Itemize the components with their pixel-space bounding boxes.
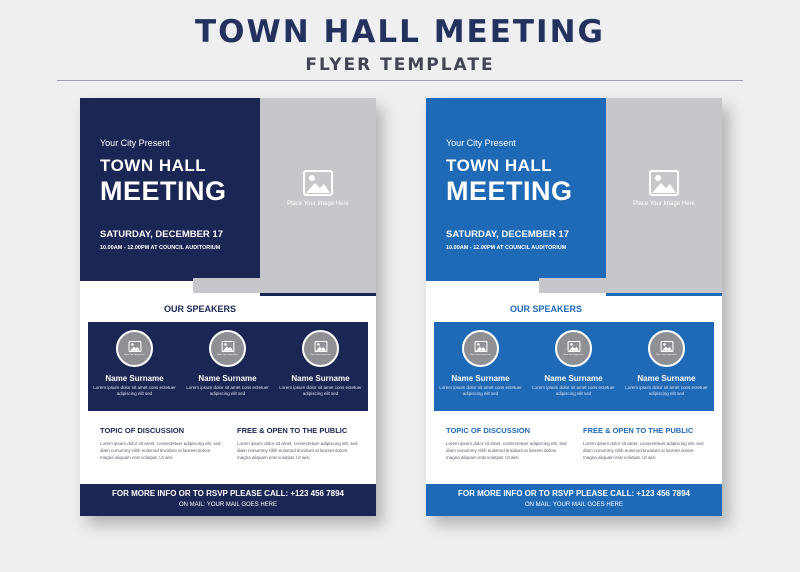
- mail-line: ON MAIL: YOUR MAIL GOES HERE: [524, 502, 624, 508]
- speaker-card: [620, 322, 713, 411]
- speaker-desc: Lorem ipsum dolor sit amet cons ectetuer adipiscing elit sed: [279, 385, 362, 396]
- topic-title: TOPIC OF DISCUSSION: [100, 426, 185, 435]
- free-section: [583, 426, 705, 461]
- image-icon: [128, 341, 142, 352]
- title-divider: [57, 80, 743, 81]
- flyer-footer: [426, 484, 722, 516]
- flyer-title-line1: TOWN HALL: [100, 156, 207, 175]
- image-placeholder-text: Place Your Image Here: [633, 200, 695, 207]
- speaker-name: Name Surname: [105, 374, 164, 383]
- speaker-desc: Lorem ipsum dolor sit amet cons ectetuer adipiscing elit sed: [186, 385, 269, 396]
- speakers-title: OUR SPEAKERS: [509, 304, 582, 314]
- image-icon: [303, 170, 333, 196]
- speaker-avatar: [462, 330, 499, 367]
- speaker-desc: Lorem ipsum dolor sit amet cons ectetuer adipiscing elit sed: [625, 385, 708, 396]
- image-icon: [649, 170, 679, 196]
- free-section: [237, 426, 359, 461]
- city-present: Your City Present: [100, 138, 170, 148]
- page-subtitle: FLYER TEMPLATE: [305, 55, 495, 75]
- speaker-desc: Lorem ipsum dolor sit amet cons ectetuer adipiscing elit sed: [439, 385, 522, 396]
- avatar-text: Place Your Image Here: [563, 354, 584, 356]
- image-icon: [660, 341, 674, 352]
- image-icon: [314, 341, 328, 352]
- speaker-name: Name Surname: [291, 374, 350, 383]
- image-placeholder: [606, 98, 722, 278]
- speaker-card: [88, 322, 181, 411]
- image-icon: [474, 341, 488, 352]
- event-date: SATURDAY, DECEMBER 17: [100, 229, 223, 240]
- speaker-card: [527, 322, 620, 411]
- speaker-name: Name Surname: [198, 374, 257, 383]
- flyer-blue: [426, 98, 722, 516]
- speaker-card: [434, 322, 527, 411]
- topic-section: [100, 426, 222, 461]
- speaker-avatar: [555, 330, 592, 367]
- flyer-navy: [80, 98, 376, 516]
- flyer-title-line1: TOWN HALL: [446, 156, 553, 175]
- topic-text: Lorem ipsum dolor sit amet, consectetuer adipiscing elit, sed diam nonummy nibh euismod tincidunt ut laoreet dolore magna aliquam erat volutpat. Ut wisi: [446, 441, 567, 460]
- accent-bar: [606, 293, 722, 296]
- city-present: Your City Present: [446, 138, 516, 148]
- page-title: TOWN HALL MEETING: [195, 14, 605, 50]
- decor-strip: [193, 278, 376, 293]
- speaker-desc: Lorem ipsum dolor sit amet cons ectetuer adipiscing elit sed: [532, 385, 615, 396]
- speakers-panel: [434, 322, 714, 411]
- flyer-footer: [80, 484, 376, 516]
- free-text: Lorem ipsum dolor sit amet, consectetuer adipiscing elit, sed diam nonummy nibh euismod tincidunt ut laoreet dolore magna aliquam erat volutpat. Ut wisi: [237, 441, 358, 460]
- avatar-text: Place Your Image Here: [310, 354, 331, 356]
- image-placeholder-text: Place Your Image Here: [287, 200, 349, 207]
- rsvp-line: FOR MORE INFO OR TO RSVP PLEASE CALL: +123 456 7894: [458, 489, 690, 498]
- free-title: FREE & OPEN TO THE PUBLIC: [583, 426, 694, 435]
- flyer-title-line2: MEETING: [100, 176, 227, 206]
- image-placeholder: [260, 98, 376, 278]
- event-time: 10.00AM - 12.00PM AT COUNCIL AUDITORIUM: [446, 245, 567, 251]
- decor-strip: [539, 278, 722, 293]
- speaker-avatar: [209, 330, 246, 367]
- speaker-name: Name Surname: [637, 374, 696, 383]
- image-icon: [221, 341, 235, 352]
- flyer-hero: [426, 98, 606, 281]
- speakers-panel: [88, 322, 368, 411]
- speaker-avatar: [302, 330, 339, 367]
- rsvp-line: FOR MORE INFO OR TO RSVP PLEASE CALL: +123 456 7894: [112, 489, 344, 498]
- speaker-card: [274, 322, 367, 411]
- image-icon: [567, 341, 581, 352]
- event-date: SATURDAY, DECEMBER 17: [446, 229, 569, 240]
- accent-bar: [260, 293, 376, 296]
- topic-section: [446, 426, 568, 461]
- speaker-name: Name Surname: [451, 374, 510, 383]
- flyer-hero: [80, 98, 260, 281]
- speaker-avatar: [648, 330, 685, 367]
- mail-line: ON MAIL: YOUR MAIL GOES HERE: [178, 502, 278, 508]
- speaker-desc: Lorem ipsum dolor sit amet cons ectetuer adipiscing elit sed: [93, 385, 176, 396]
- speaker-avatar: [116, 330, 153, 367]
- free-text: Lorem ipsum dolor sit amet, consectetuer adipiscing elit, sed diam nonummy nibh euismod tincidunt ut laoreet dolore magna aliquam erat volutpat. Ut wisi: [583, 441, 704, 460]
- topic-text: Lorem ipsum dolor sit amet, consectetuer adipiscing elit, sed diam nonummy nibh euismod tincidunt ut laoreet dolore magna aliquam erat volutpat. Ut wisi: [100, 441, 221, 460]
- avatar-text: Place Your Image Here: [124, 354, 145, 356]
- speakers-title: OUR SPEAKERS: [163, 304, 236, 314]
- speaker-name: Name Surname: [544, 374, 603, 383]
- flyer-title-line2: MEETING: [446, 176, 573, 206]
- free-title: FREE & OPEN TO THE PUBLIC: [237, 426, 348, 435]
- speaker-card: [181, 322, 274, 411]
- topic-title: TOPIC OF DISCUSSION: [446, 426, 531, 435]
- avatar-text: Place Your Image Here: [217, 354, 238, 356]
- avatar-text: Place Your Image Here: [470, 354, 491, 356]
- event-time: 10.00AM - 12.00PM AT COUNCIL AUDITORIUM: [100, 245, 221, 251]
- avatar-text: Place Your Image Here: [656, 354, 677, 356]
